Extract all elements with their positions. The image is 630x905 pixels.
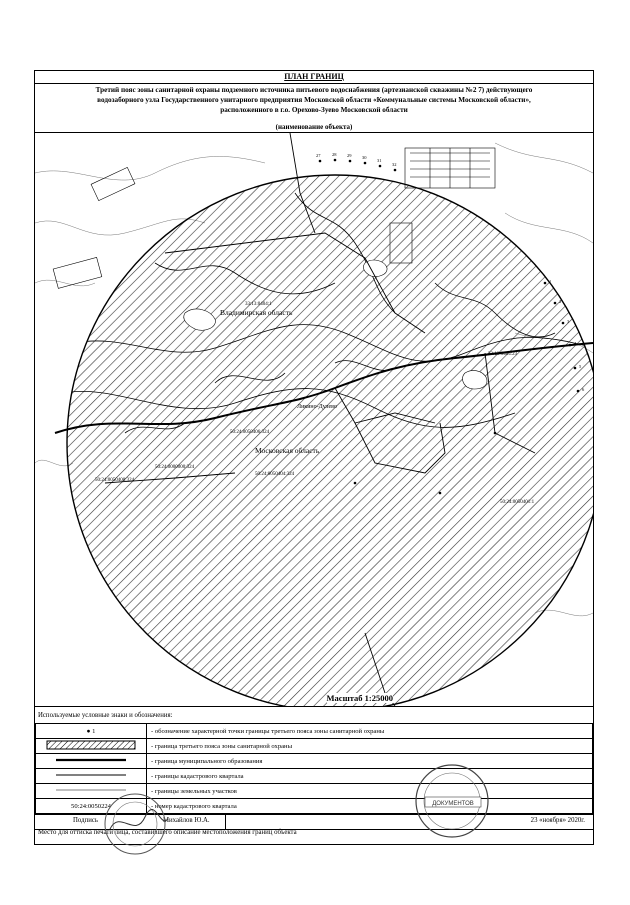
svg-text:2: 2 (559, 299, 562, 304)
document-title: ПЛАН ГРАНИЦ (35, 71, 593, 84)
description-line-3: расположенного в г.о. Орехово-Зуево Московской области (220, 106, 408, 114)
svg-text:3: 3 (567, 319, 570, 324)
legend-text-quarter-number: - номер кадастрового квартала (147, 799, 593, 814)
svg-text:30: 30 (362, 155, 367, 160)
label-cadastral-f: 50:24:0050401:1 (500, 500, 535, 505)
signature-name: Михайлов Ю.А. (163, 817, 210, 824)
svg-text:27: 27 (316, 153, 321, 158)
legend-text-zone: - граница третьего пояса зоны санитарной охраны (147, 739, 593, 754)
svg-text:4: 4 (574, 341, 577, 346)
svg-text:5: 5 (579, 364, 582, 369)
svg-text:6: 6 (582, 387, 585, 392)
signature-date: 23 «ноября» 2020г. (530, 817, 585, 824)
signature-label: Подпись (73, 817, 98, 824)
round-seal-left (90, 789, 180, 859)
object-name-caption: (наименование объекта) (275, 123, 353, 131)
map-scale: Масштаб 1:25000 (326, 693, 393, 703)
legend-symbol-quarter-number: 50:24:0050224 (36, 799, 147, 814)
description-line-1: Третий пояс зоны санитарной охраны подземного источника питьевого водоснабжения (артезианской скважины №2 7) действующего (95, 86, 533, 94)
stamp-place-caption: Место для оттиска печати лица, составившего описание местоположения границ объекта (38, 829, 297, 836)
label-cadastral-g: 33:13:0404:1 (245, 302, 272, 307)
map-panel (35, 132, 593, 707)
svg-text:1: 1 (549, 279, 552, 284)
svg-text:29: 29 (347, 153, 352, 158)
label-cadastral-c: 50:24:0050404:324 (255, 472, 295, 477)
legend-row-zone (36, 739, 593, 754)
label-cadastral-d: 50:24:0050400:324 (95, 478, 135, 483)
seal-text: ДОКУМЕНТОВ (432, 801, 474, 807)
legend-row-point (36, 724, 593, 739)
legend-text-parcels: - границы земельных участков (147, 784, 593, 799)
sanitary-zone-hatching (35, 133, 593, 706)
label-settlement: Ликино-Дулево (297, 404, 337, 410)
label-cadastral-e: 33:13:0404:23 (488, 352, 518, 357)
legend-text-quarter: - границы кадастрового квартала (147, 769, 593, 784)
legend-symbol-zone (36, 739, 147, 754)
signature-separator (225, 815, 226, 829)
map-canvas (35, 133, 593, 706)
label-vladimir-region: Владимирская область (220, 308, 293, 317)
svg-text:28: 28 (332, 152, 337, 157)
legend-symbol-point: ● 1 (36, 724, 147, 739)
label-moscow-region: Московская область (255, 446, 320, 455)
legend-symbol-quarter (36, 769, 147, 784)
description-line-2: водозаборного узла Государственного унитарного предприятия Московской области «Коммунальные системы Московской области», (97, 96, 531, 104)
legend-symbol-municipal (36, 754, 147, 769)
round-seal-right (407, 761, 497, 841)
label-cadastral-b: 50:24:0000000:324 (155, 465, 195, 470)
object-description (41, 85, 587, 115)
legend-title: Используемые условные знаки и обозначения: (38, 712, 173, 719)
legend-text-municipal: - граница муниципального образования (147, 754, 593, 769)
legend-row-municipal (36, 754, 593, 769)
svg-text:32: 32 (392, 162, 397, 167)
document-frame (34, 70, 594, 845)
legend-row-quarter (36, 769, 593, 784)
label-cadastral-a: 50:24:0050406:324 (230, 430, 270, 435)
legend-text-point: - обозначение характерной точки границы третьего пояса зоны санитарной охраны (147, 724, 593, 739)
svg-text:31: 31 (377, 158, 382, 163)
